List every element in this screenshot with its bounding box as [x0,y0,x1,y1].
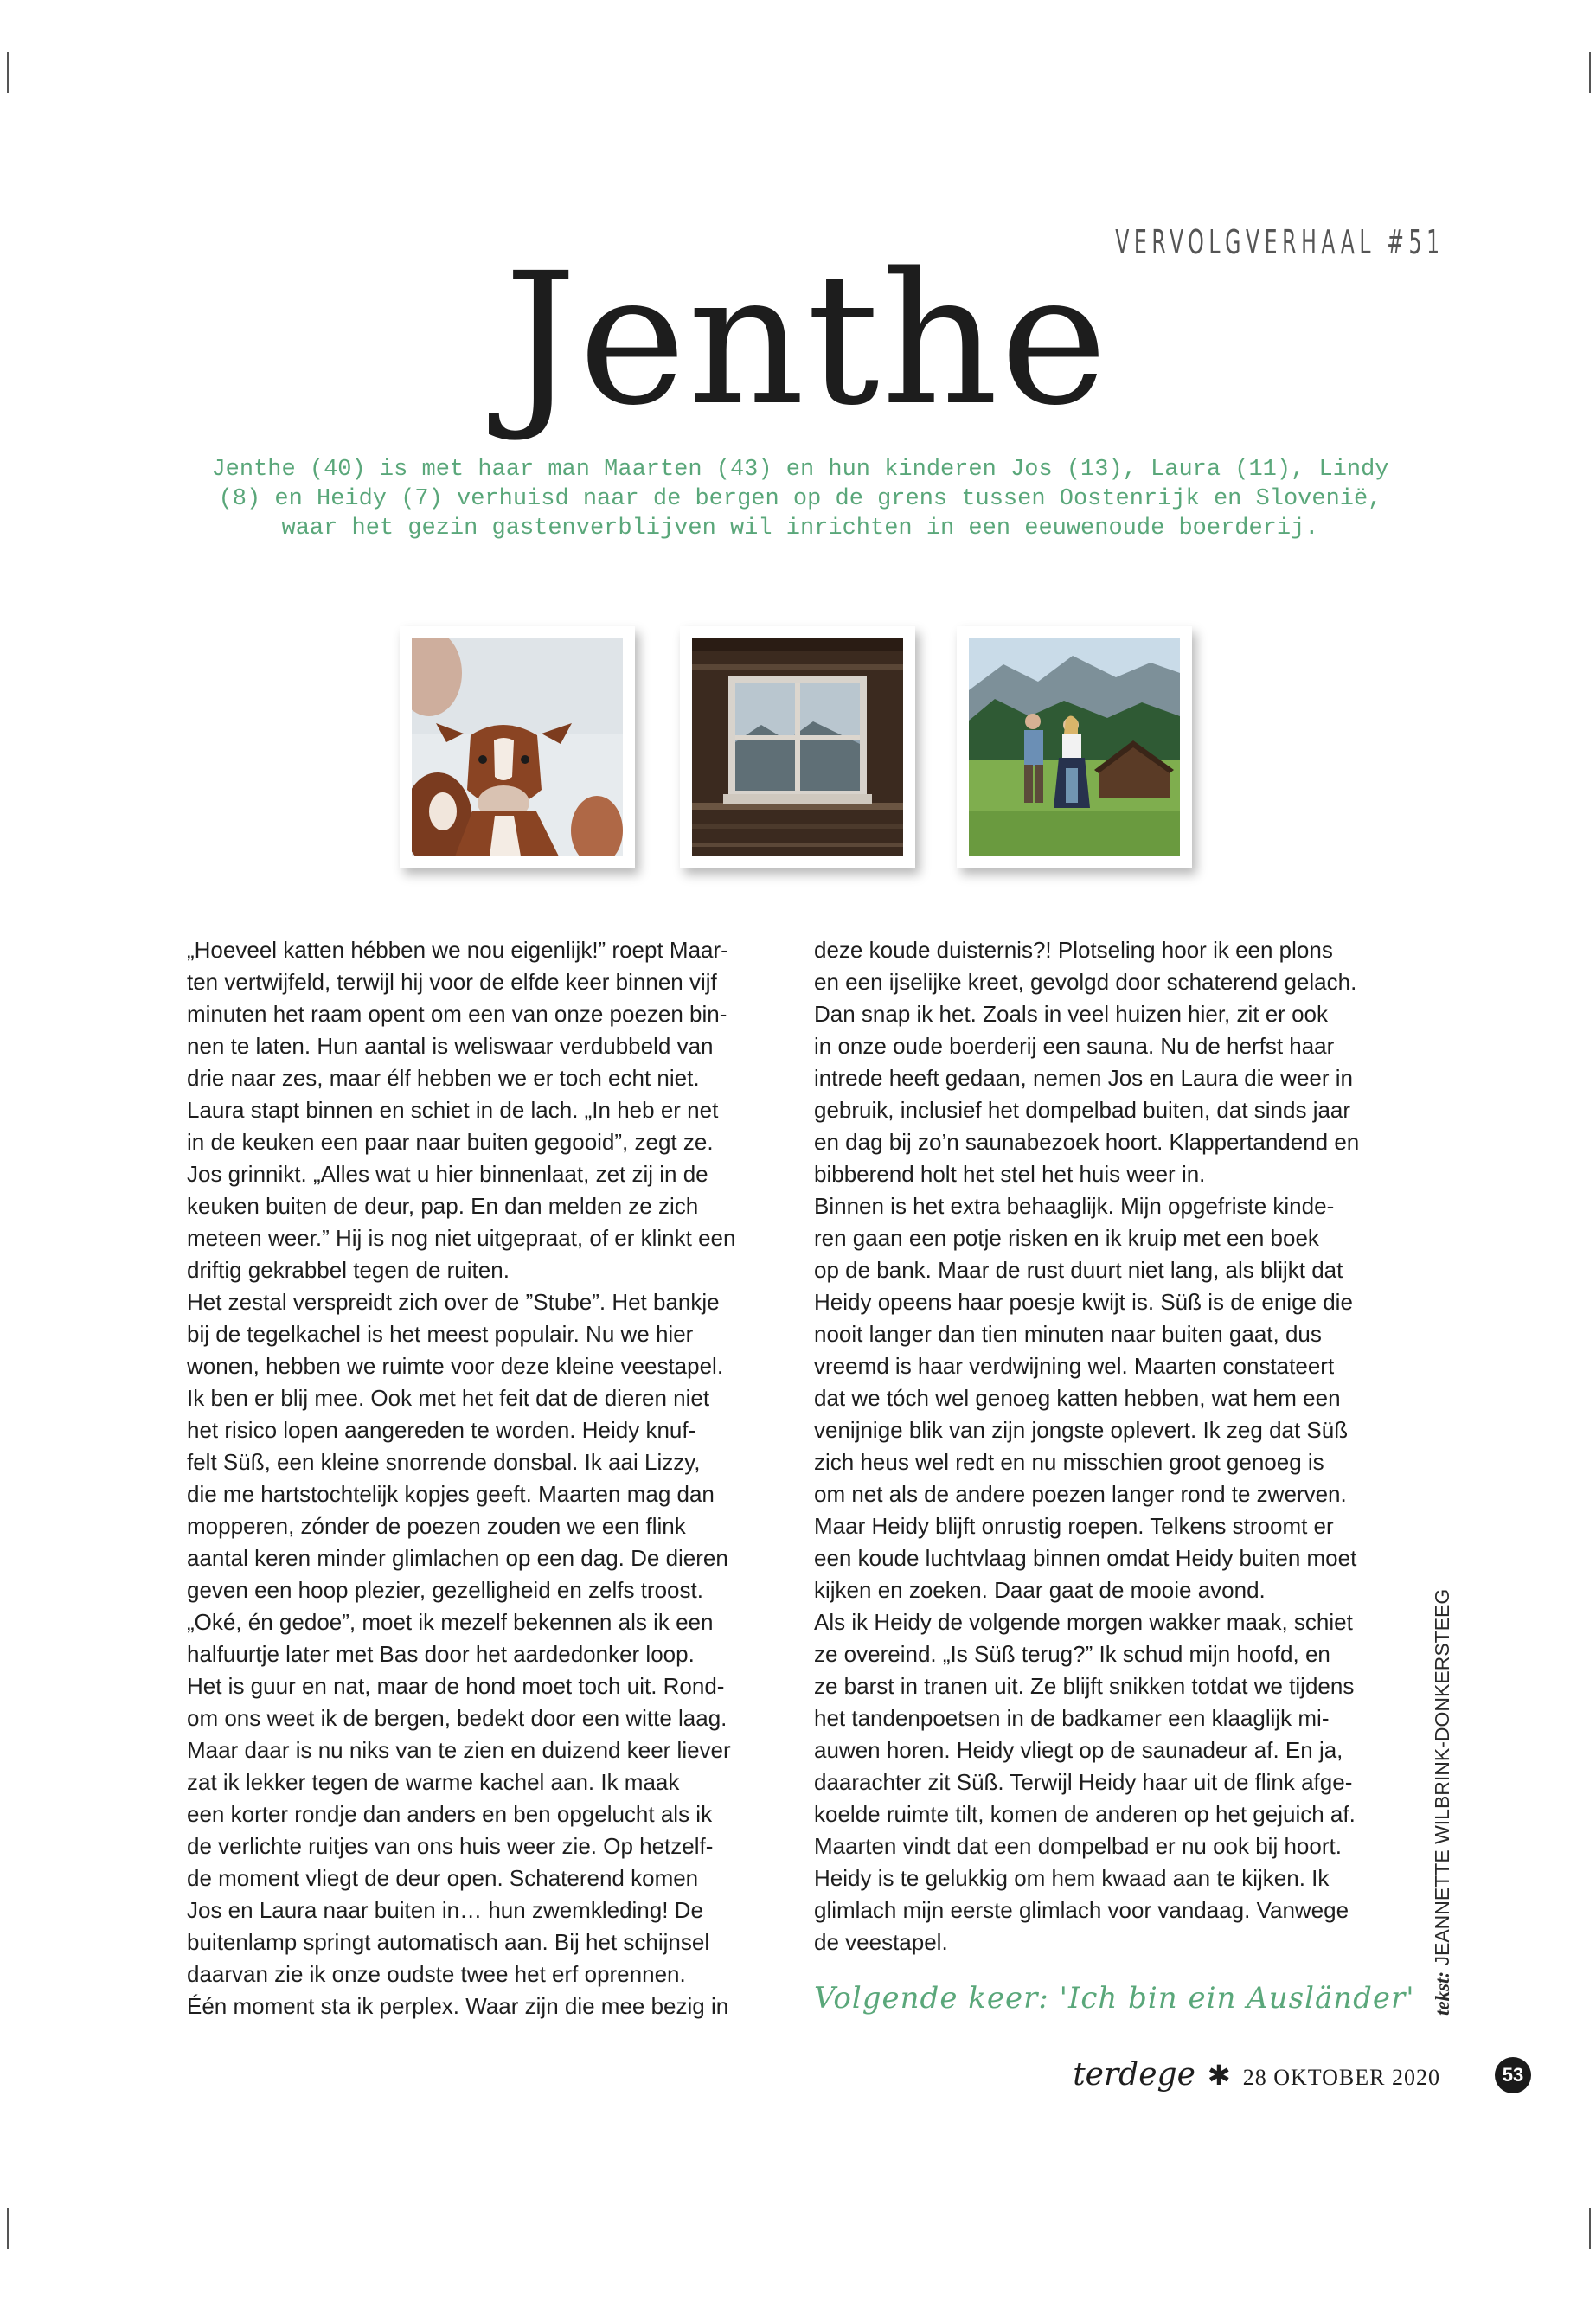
article-line: ze barst in tranen uit. Ze blijft snikken totdat we tijdens [814,1673,1355,1699]
article-line: buitenlamp springt automatisch aan. Bij het schijnsel [187,1929,710,1955]
article-line: Maarten vindt dat een dompelbad er nu ook bij hoort. [814,1833,1342,1859]
article-line: gebruik, inclusief het dompelbad buiten, dat sinds jaar [814,1097,1351,1123]
article-line: intrede heeft gedaan, nemen Jos en Laura die weer in [814,1065,1353,1091]
credit-label: tekst: [1432,1971,1453,2016]
article-line: het risico lopen aangereden te worden. Heidy knuf- [187,1417,696,1443]
issue-date: 28 OKTOBER 2020 [1242,2065,1440,2090]
article-column-right [814,934,1420,1958]
page-number: 53 [1495,2057,1531,2093]
article-line: minuten het raam opent om een van onze poezen bin- [187,1001,727,1027]
article-line: halfuurtje later met Bas door het aardedonker loop. [187,1641,695,1667]
article-line: nooit langer dan tien minuten naar buiten gaat, dus [814,1321,1322,1347]
article-line: kijken en zoeken. Daar gaat de mooie avond. [814,1577,1266,1603]
article-line: Maar Heidy blijft onrustig roepen. Telkens stroomt er [814,1513,1334,1539]
article-line: „Hoeveel katten hébben we nou eigenlijk!” roept Maar- [187,937,728,963]
article-line: en een ijselijke kreet, gevolgd door schaterend gelach. [814,969,1357,995]
crop-mark [1589,52,1591,93]
window-photo [680,626,915,868]
article-line: drie naar zes, maar élf hebben we er toch echt niet. [187,1065,700,1091]
article-line: Binnen is het extra behaaglijk. Mijn opgefriste kinde- [814,1193,1335,1219]
star-separator-icon: ✱ [1207,2060,1231,2091]
article-line: „Oké, én gedoe”, moet ik mezelf bekennen als ik een [187,1609,714,1635]
article-line: venijnige blik van zijn jongste oplevert. Ik zeg dat Süß [814,1417,1349,1443]
article-line: vreemd is haar verdwijning wel. Maarten constateert [814,1353,1335,1379]
article-line: Maar daar is nu niks van te zien en duizend keer liever [187,1737,731,1763]
article-line: het tandenpoetsen in de badkamer een klaaglijk mi- [814,1705,1330,1731]
article-line: om ons weet ik de bergen, bedekt door een witte laag. [187,1705,727,1731]
article-line: wonen, hebben we ruimte voor deze kleine veestapel. [187,1353,724,1379]
article-line: de veestapel. [814,1929,948,1955]
article-line: een koude luchtvlaag binnen omdat Heidy buiten moet [814,1545,1357,1571]
article-line: in onze oude boerderij een sauna. Nu de herfst haar [814,1033,1335,1059]
couple-photo [957,626,1192,868]
article-line: deze koude duisternis?! Plotseling hoor ik een plons [814,937,1333,963]
article-line: Één moment sta ik perplex. Waar zijn die mee bezig in [187,1993,729,2019]
article-line: zich heus wel redt en nu misschien groot genoeg is [814,1449,1324,1475]
page-footer [1073,2057,1440,2093]
article-line: aantal keren minder glimlachen op een dag. De dieren [187,1545,728,1571]
article-line: een korter rondje dan anders en ben opgelucht als ik [187,1801,713,1827]
series-label: VERVOLGVERHAAL #51 [1115,223,1445,261]
article-line: felt Süß, een kleine snorrende donsbal. Ik aai Lizzy, [187,1449,701,1475]
article-line: en dag bij zo’n saunabezoek hoort. Klappertandend en [814,1129,1360,1155]
article-line: daarachter zit Süß. Terwijl Heidy haar uit de flink afge- [814,1769,1353,1795]
article-line: op de bank. Maar de rust duurt niet lang, als blijkt dat [814,1257,1343,1283]
article-line: Het zestal verspreidt zich over de ”Stube”. Het bankje [187,1289,720,1315]
article-line: ren gaan een potje risken en ik kruip met een boek [814,1225,1319,1251]
intro-text: Jenthe (40) is met haar man Maarten (43) en hun kinderen Jos (13), Laura (11), Lindy (8) en Heidy (7) verhuisd naar de bergen op de grens tussen Oostenrijk en Slovenië, waar het gezin gastenverblijven wil inrichten in een eeuwenoude boerderij. [211,457,1389,542]
article-line: zat ik lekker tegen de warme kachel aan. Ik maak [187,1769,680,1795]
article-column-left [187,934,792,2022]
article-line: bibberend holt het stel het huis weer in. [814,1161,1206,1187]
article-line: geven een hoop plezier, gezelligheid en zelfs troost. [187,1577,703,1603]
article-line: de moment vliegt de deur open. Schaterend komen [187,1865,699,1891]
article-line: driftig gekrabbel tegen de ruiten. [187,1257,510,1283]
article-line: Het is guur en nat, maar de hond moet toch uit. Rond- [187,1673,725,1699]
crop-mark [7,52,9,93]
page-title: Jenthe [503,234,1110,445]
article-line: mopperen, zónder de poezen zouden we een flink [187,1513,686,1539]
article-line: die me hartstochtelijk kopjes geeft. Maarten mag dan [187,1481,715,1507]
article-line: ze overeind. „Is Süß terug?” Ik schud mijn hoofd, en [814,1641,1330,1667]
article-line: Laura stapt binnen en schiet in de lach. „In heb er net [187,1097,719,1123]
article-line: Heidy is te gelukkig om hem kwaad aan te kijken. Ik [814,1865,1330,1891]
credit-author: JEANNETTE WILBRINK-DONKERSTEEG [1431,1588,1453,1966]
article-line: glimlach mijn eerste glimlach voor vandaag. Vanwege [814,1897,1349,1923]
article-line: bij de tegelkachel is het meest populair. Nu we hier [187,1321,694,1347]
magazine-brand: terdege [1073,2057,1195,2093]
article-line: Als ik Heidy de volgende morgen wakker maak, schiet [814,1609,1353,1635]
article-line: dat we tóch wel genoeg katten hebben, wat hem een [814,1385,1341,1411]
article-line: Dan snap ik het. Zoals in veel huizen hier, zit er ook [814,1001,1328,1027]
article-line: Ik ben er blij mee. Ook met het feit dat de dieren niet [187,1385,710,1411]
article-line: keuken buiten de deur, pap. En dan melden ze zich [187,1193,699,1219]
article-line: Heidy opeens haar poesje kwijt is. Süß is de enige die [814,1289,1353,1315]
article-line: daarvan zie ik onze oudste twee het erf oprennen. [187,1961,686,1987]
article-line: koelde ruimte tilt, komen de anderen op het gejuich af. [814,1801,1356,1827]
article-line: in de keuken een paar naar buiten gegooid”, zegt ze. [187,1129,714,1155]
article-line: om net als de andere poezen langer rond te zwerven. [814,1481,1347,1507]
article-line: de verlichte ruitjes van ons huis weer zie. Op hetzelf- [187,1833,714,1859]
author-credit [1431,1589,1454,2016]
article-line: nen te laten. Hun aantal is weliswaar verdubbeld van [187,1033,714,1059]
article-line: auwen horen. Heidy vliegt op de saunadeur af. En ja, [814,1737,1343,1763]
article-line: Jos en Laura naar buiten in… hun zwemkleding! De [187,1897,703,1923]
crop-mark [7,2208,9,2249]
cow-photo [400,626,635,868]
article-line: meteen weer.” Hij is nog niet uitgepraat, of er klinkt een [187,1225,736,1251]
article-line: ten vertwijfeld, terwijl hij voor de elfde keer binnen vijf [187,969,717,995]
crop-mark [1589,2208,1591,2249]
next-episode-teaser: Volgende keer: 'Ich bin ein Ausländer' [814,1981,1415,2016]
article-line: Jos grinnikt. „Alles wat u hier binnenlaat, zet zij in de [187,1161,708,1187]
